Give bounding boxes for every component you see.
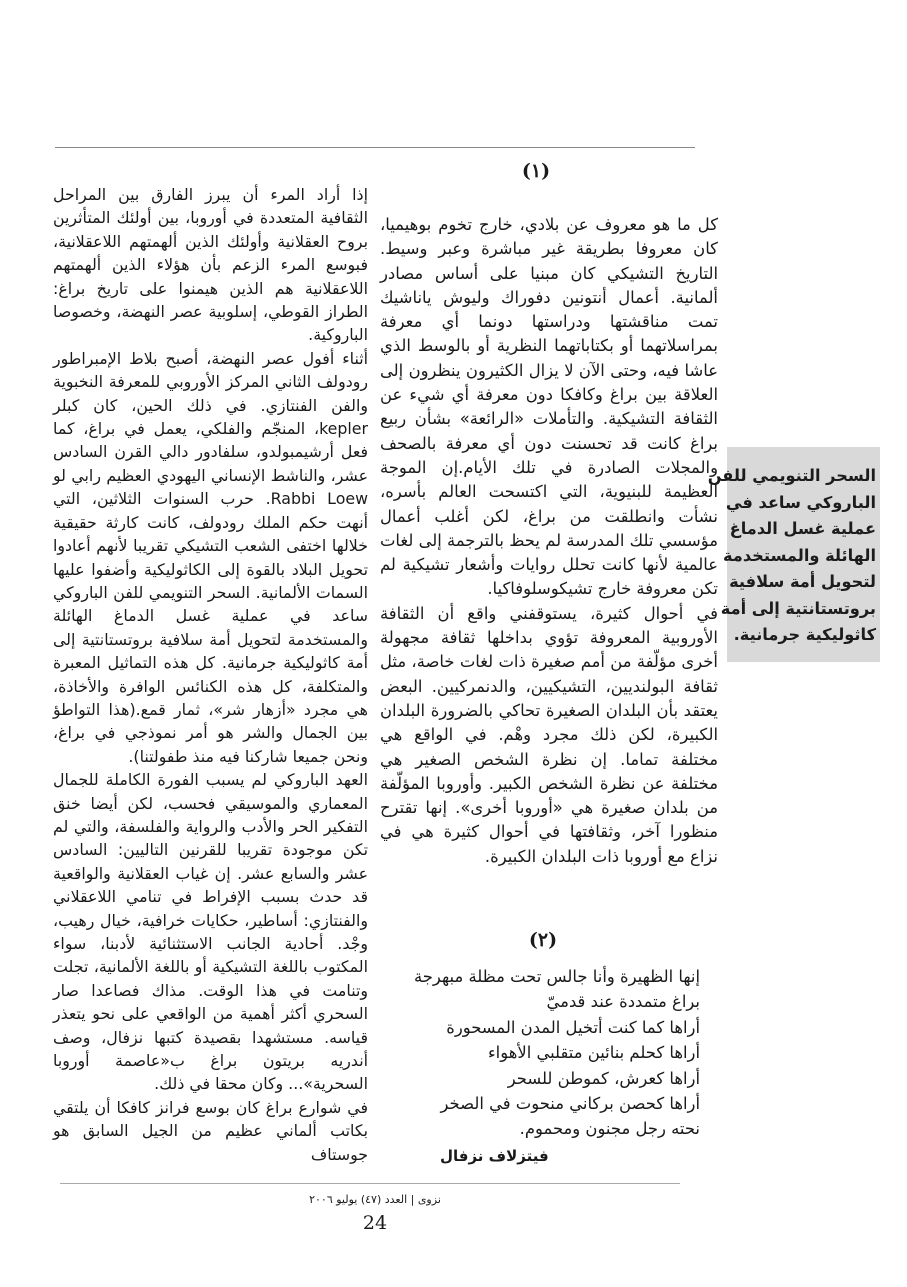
poem-line: أراها كما كنت أتخيل المدن المسحورة: [446, 1017, 700, 1037]
paragraph: في شوارع براغ كان بوسع فرانز كافكا أن يلتقي بكاتب ألماني عظيم من الجيل السابق هو جوستاف: [53, 1097, 368, 1164]
page-number: 24: [362, 1212, 388, 1234]
pull-quote-line: بروتستانتية إلى أمة: [720, 598, 876, 618]
pull-quote: [704, 463, 876, 649]
section-number-two: (٢): [528, 929, 558, 951]
pull-quote-box: [707, 447, 880, 662]
poem-line: أراها كعرش، كموطن للسحر: [507, 1068, 700, 1088]
pull-quote-line: السحر التنويمي للفن: [707, 466, 876, 485]
poem-line: براغ متمددة عند قدميّ: [546, 992, 700, 1012]
top-rule: [55, 147, 695, 148]
poem-line: أراها كحلم بنائين متقلبي الأهواء: [487, 1043, 700, 1063]
footer-magazine-issue: نزوى | العدد (٤٧) يوليو ٢٠٠٦: [309, 1193, 441, 1206]
poem: [380, 964, 700, 1169]
bottom-rule: [60, 1183, 680, 1184]
poem-line: أراها كحصن بركاني منحوت في الصخر: [440, 1094, 700, 1114]
pull-quote-line: لتحويل أمة سلافية: [729, 572, 876, 591]
right-column: [380, 213, 718, 869]
paragraph: العهد الباروكي لم يسبب الفورة الكاملة للجمال المعماري والموسيقي فحسب، لكن أيضا خنق التفكير الحر والأدب والرواية والفلسفة، والتي لم تكن موجودة تقريبا للقرنين التاليين: السادس عشر والسابع عشر. إن غياب العقلانية والواقعية قد حدث بسبب الإفراط في تنامي اللاعقلاني والفنتازي: أساطير، حكايات خرافية، خيال رهيب، وجْد. أحادية الجانب الاستثنائية لأدبنا، سواء المكتوب باللغة التشيكية أو باللغة الألمانية، تجلت وتنامت في هذا الوقت. مذاك فصاعدا صار السحري أكثر أهمية من الواقعي على نحو يتعذر قياسه. مستشهدا بقصيدة كتبها نزفال، وصف أندريه بريتون براغ ب«عاصمة أوروبا السحرية»... وكان محقا في ذلك.: [53, 770, 368, 1094]
paragraph: في أحوال كثيرة، يستوقفني واقع أن الثقافة الأوروبية المعروفة تؤوي بداخلها ثقافة مجهولة أخرى مؤلّفة من أمم صغيرة ذات لغات خاصة، مثل ثقافة البولنديين، التشيكيين، والدنمركيين. البعض يعتقد بأن البلدان الصغيرة تحاكي بالضرورة البلدان الكبيرة، لكن ذلك مجرد وهْم. في الواقع هي مختلفة تماما. إن نظرة الشخص الصغير هي مختلفة عن نظرة الشخص الكبير. وأوروبا المؤلّفة من بلدان صغيرة هي «أوروبا أخرى». إنها تقترح منظورا آخر، وثقافتها في أحوال كثيرة هي في نزاع مع أوروبا ذات البلدان الكبيرة.: [380, 603, 718, 866]
poem-line: نحته رجل مجنون ومحموم.: [519, 1119, 700, 1139]
paragraph: كل ما هو معروف عن بلادي، خارج تخوم بوهيميا، كان معروفا بطريقة غير مباشرة وعبر وسيط. التاريخ التشيكي كان مبنيا على أساس مصادر ألمانية. أعمال أنتونين دفوراك وليوش ياناشيك تمت مناقشتها ودراستها دونما أي معرفة بمراسلاتهما أو بكتاباتهما النظرية أو بالوسط الذي عاشا فيه، وحتى الآن لا يزال الكثيرون ينظرون إلى العلاقة بين براغ وكافكا دون معرفة أي شيء عن الثقافة التشيكية. والتأملات «الرائعة» بشأن ربيع براغ كانت قد تحسنت دون أي معرفة بالصحف والمجلات الصادرة في تلك الأيام.إن الموجة العظيمة للبنيوية، التي اكتسحت العالم بأسره، نشأت وانطلقت من براغ، لكن أغلب أعمال مؤسسي تلك المدرسة لم يحظ بالترجمة إلى لغات عالمية لأنها كانت تحلل روايات وأشعار تشيكية لم تكن معروفة خارج تشيكوسلوفاكيا.: [380, 215, 718, 599]
left-column: [53, 183, 368, 1166]
poem-author: فيتزلاف نزفال: [440, 1146, 549, 1165]
pull-quote-line: الباروكي ساعد في: [725, 492, 876, 512]
pull-quote-line: الهائلة والمستخدمة: [722, 545, 876, 565]
section-number-one: (١): [521, 160, 551, 182]
pull-quote-line: عملية غسل الدماغ: [729, 519, 876, 538]
pull-quote-line: كاثوليكية جرمانية.: [733, 625, 876, 644]
paragraph: إذا أراد المرء أن يبرز الفارق بين المراحل الثقافية المتعددة في أوروبا، بين أولئك المتأثرين بروح العقلانية وأولئك الذين ألهمتهم اللاعقلانية، فبوسع المرء الزعم بأن هؤلاء الذين ألهمتهم اللاعقلانية هم الذين هيمنوا على تاريخ براغ: الطراز القوطي، إسلوبية عصر النهضة، وخصوصا الباروكية.: [53, 185, 368, 345]
poem-line: إنها الظهيرة وأنا جالس تحت مظلة مبهرجة: [413, 967, 700, 986]
paragraph: أثناء أفول عصر النهضة، أصبح بلاط الإمبراطور رودولف الثاني المركز الأوروبي للمعرفة النخبوية والفن الفنتازي. في ذلك الحين، كان كبلر kepler، المنجّم والفلكي، يعمل في براغ، كما فعل أرشيمبولدو، سلفادور دالي القرن السادس عشر، والناشط الإنساني اليهودي العظيم رابي لو Rabbi Loew. حرب السنوات الثلاثين، التي أنهت حكم الملك رودولف، كانت كارثة حقيقية خلالها اختفى الشعب التشيكي تقريبا لأنهم أعادوا تحويل البلاد بالقوة إلى الكاثوليكية وأضفوا عليها السمات الألمانية. السحر التنويمي للفن الباروكي ساعد في عملية غسل الدماغ الهائلة والمستخدمة لتحويل أمة سلافية بروتستانتية إلى أمة كاثوليكية جرمانية. كل هذه التماثيل المعبرة والمتكلفة، كل هذه الكنائس الوافرة والأخاذة، هي مجرد «أزهار شر»، ثمار قمع.(هذا التواطؤ بين الجمال والشر هو أمر نموذجي في براغ، ونحن جميعا شاركنا فيه منذ طفولتنا).: [53, 348, 368, 766]
